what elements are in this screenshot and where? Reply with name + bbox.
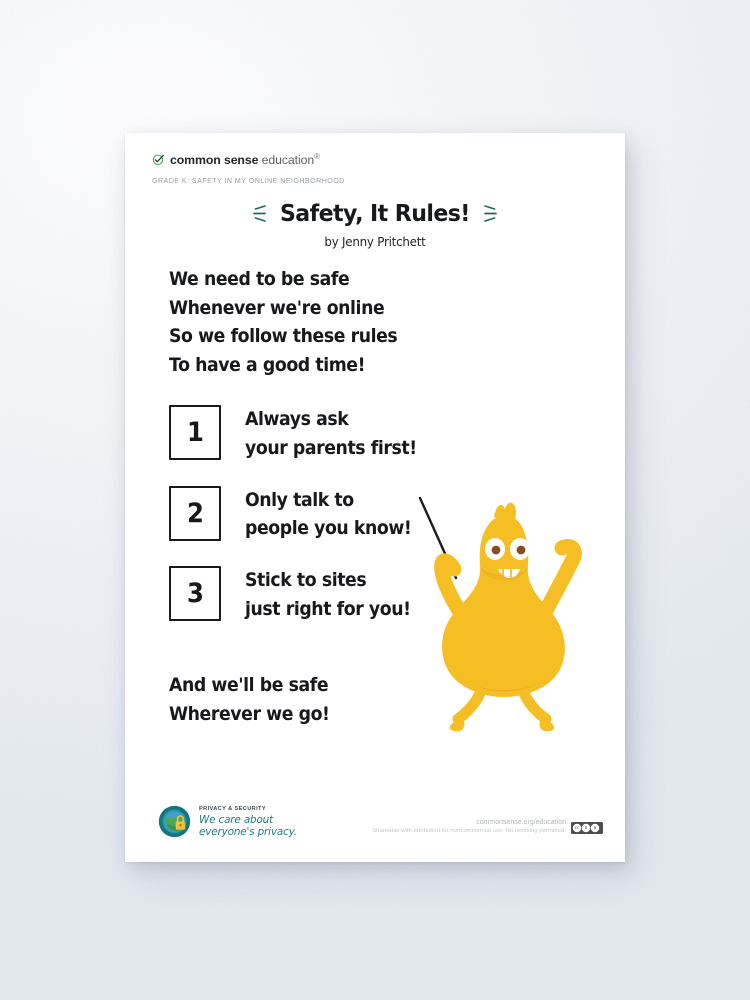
rule-number: 1 xyxy=(186,417,204,448)
privacy-badge-kicker: PRIVACY & SECURITY xyxy=(199,806,266,812)
svg-text:b: b xyxy=(584,824,588,831)
poem-opening-stanza xyxy=(169,266,397,380)
brand-name-light: education xyxy=(258,153,315,168)
rule-text xyxy=(245,405,417,463)
rule-number-box xyxy=(169,405,221,460)
poem-line: And we'll be safe xyxy=(169,675,329,696)
check-circle-icon xyxy=(152,153,165,166)
sparkle-left-icon xyxy=(252,203,267,225)
svg-text:n: n xyxy=(593,824,597,831)
rule-number: 3 xyxy=(186,578,204,609)
sparkle-right-icon xyxy=(483,203,498,225)
rule-line: your parents first! xyxy=(245,437,417,459)
grade-subtitle: GRADE K: SAFETY IN MY ONLINE NEIGHBORHOOD xyxy=(152,177,345,185)
rules-list xyxy=(169,405,430,647)
brand-name-strong: common sense xyxy=(170,153,259,168)
poem-line: We need to be safe xyxy=(169,269,350,290)
poem-line: Whenever we're online xyxy=(169,297,385,319)
privacy-badge-line2: everyone's privacy. xyxy=(199,826,298,839)
creative-commons-badge xyxy=(571,822,603,834)
mascot-pupil-left xyxy=(492,546,501,555)
rule-line: Only talk to xyxy=(245,489,354,511)
mascot-pupil-right xyxy=(517,546,526,555)
rule-line: people you know! xyxy=(245,518,412,540)
rule-line: Stick to sites xyxy=(245,570,367,591)
poem-line: To have a good time! xyxy=(169,354,366,376)
mascot-foot-left xyxy=(450,719,465,731)
globe-lock-icon xyxy=(158,805,191,838)
rule-line: just right for you! xyxy=(245,598,411,620)
svg-text:cc: cc xyxy=(574,824,580,831)
footer-share-note: Shareable with attribution for noncommercial use. No remixing permitted. xyxy=(372,827,566,834)
rule-line: Always ask xyxy=(245,409,349,430)
yellow-monster-mascot xyxy=(410,493,595,733)
footer-url[interactable]: commonsense.org/education xyxy=(476,819,566,826)
footer-attribution xyxy=(372,819,603,834)
poem-line: Wherever we go! xyxy=(169,703,330,725)
poem-line: So we follow these rules xyxy=(169,326,398,348)
title-block xyxy=(125,201,625,249)
mascot-foot-right xyxy=(539,719,554,731)
rule-number: 2 xyxy=(186,497,204,529)
rule-number-box xyxy=(169,566,221,621)
footer-text-group xyxy=(372,819,566,834)
rule-text xyxy=(245,486,411,544)
privacy-badge-line1: We care about xyxy=(199,814,274,826)
rule-text xyxy=(245,566,411,624)
rule-number-box xyxy=(169,486,221,541)
brand-logo xyxy=(152,152,320,167)
rule-item-2 xyxy=(169,486,430,543)
privacy-badge xyxy=(158,805,297,839)
rule-item-3 xyxy=(169,566,430,623)
author-byline: by Jenny Pritchett xyxy=(324,234,426,249)
brand-name xyxy=(170,152,320,167)
rule-item-1 xyxy=(169,405,430,462)
page-title: Safety, It Rules! xyxy=(280,201,470,227)
poster-sheet xyxy=(125,133,625,862)
privacy-badge-copy xyxy=(199,805,297,839)
brand-trademark: ® xyxy=(314,152,320,161)
poem-closing-stanza xyxy=(169,672,330,729)
